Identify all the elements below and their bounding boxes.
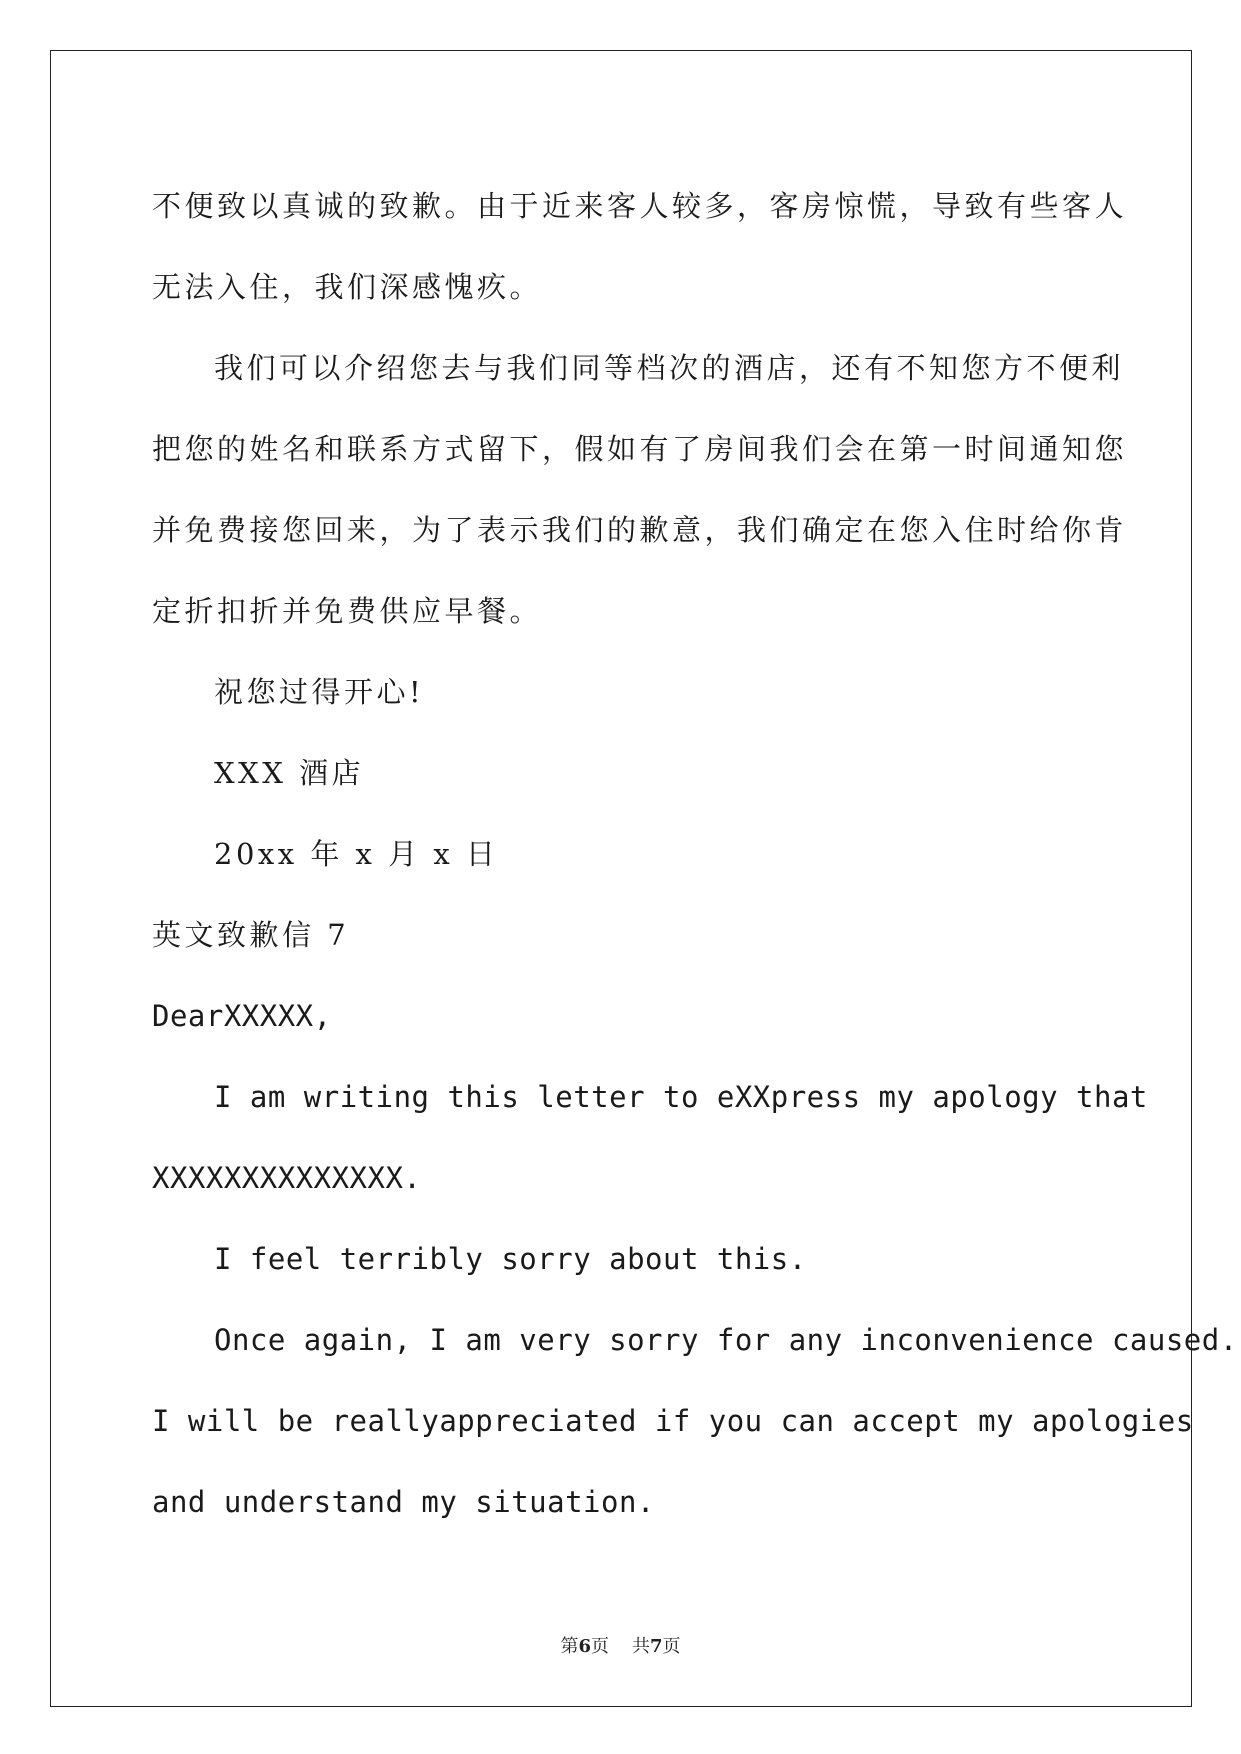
footer-total-prefix: 共 xyxy=(631,1636,650,1657)
date-line: 20xx 年 x 月 x 日 xyxy=(214,837,499,871)
paragraph-2-line-4: 定折扣折并免费供应早餐。 xyxy=(152,594,543,628)
document-body xyxy=(152,166,1238,1543)
footer-total-pages: 7 xyxy=(649,1636,663,1657)
footer-prefix: 第 xyxy=(560,1636,579,1657)
footer-page-number: 6 xyxy=(578,1636,592,1657)
english-paragraph-3-line-1: Once again, I am very sorry for any inconvenience caused. xyxy=(214,1323,1238,1357)
english-paragraph-1-line-1: I am writing this letter to eXXpress my apology that xyxy=(214,1080,1148,1114)
english-paragraph-1-line-2: XXXXXXXXXXXXXX. xyxy=(152,1161,422,1195)
salutation-line: DearXXXXX, xyxy=(152,999,332,1033)
english-paragraph-3-line-3: and understand my situation. xyxy=(152,1485,655,1519)
footer-page-suffix: 页 xyxy=(591,1636,610,1657)
paragraph-1-line-1: 不便致以真诚的致歉。由于近来客人较多，客房惊慌，导致有些客人 xyxy=(152,189,1128,223)
paragraph-2-line-2: 把您的姓名和联系方式留下，假如有了房间我们会在第一时间通知您 xyxy=(152,432,1128,466)
footer-total-suffix: 页 xyxy=(662,1636,681,1657)
english-paragraph-3-line-2: I will be reallyappreciated if you can accept my apologies xyxy=(152,1404,1194,1438)
section-title: 英文致歉信 7 xyxy=(152,918,350,952)
page-footer xyxy=(0,1632,1241,1658)
closing-line: 祝您过得开心! xyxy=(214,675,425,709)
paragraph-1-line-2: 无法入住，我们深感愧疚。 xyxy=(152,270,543,304)
paragraph-2-line-1: 我们可以介绍您去与我们同等档次的酒店，还有不知您方不便利 xyxy=(214,351,1125,385)
english-paragraph-2: I feel terribly sorry about this. xyxy=(214,1242,807,1276)
signature-line: XXX 酒店 xyxy=(214,756,365,790)
paragraph-2-line-3: 并免费接您回来，为了表示我们的歉意，我们确定在您入住时给你肯 xyxy=(152,513,1128,547)
